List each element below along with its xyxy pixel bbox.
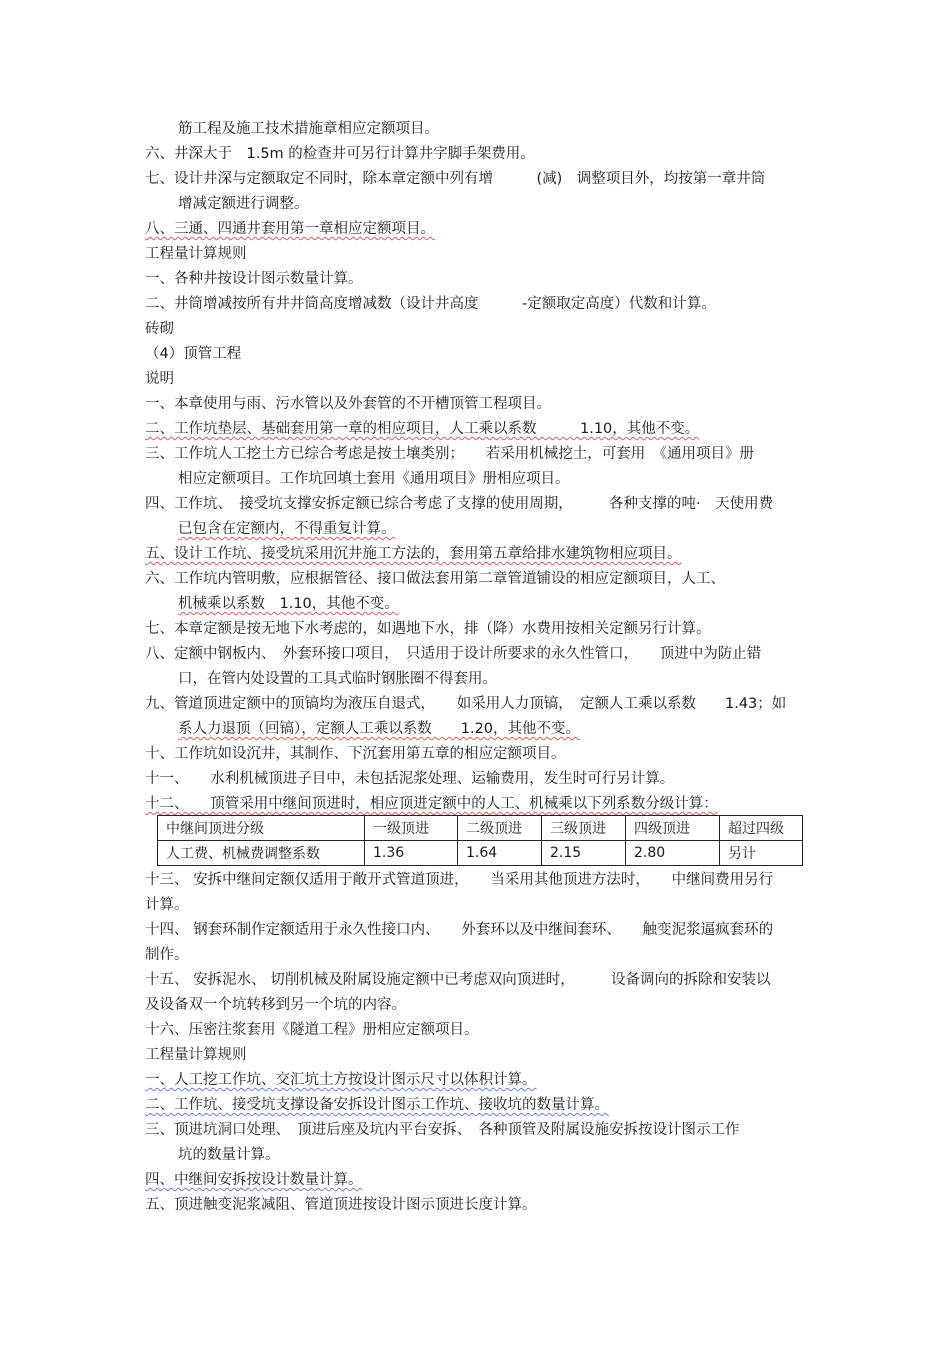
text-line: 相应定额项目。工作坑回填土套用《通用项目》册相应项目。 <box>178 471 570 487</box>
text-line: 七、设计井深与定额取定不同时，除本章定额中列有增 (减) 调整项目外，均按第一章井筒 <box>145 171 766 187</box>
table-cell: 1.36 <box>365 841 458 866</box>
table-header-cell: 中继间顶进分级 <box>158 816 365 841</box>
table-cell: 2.15 <box>542 841 626 866</box>
text-line: 四、中继间安拆按设计数量计算。 <box>145 1172 363 1188</box>
text-line: 口，在管内处设置的工具式临时钢胀圈不得套用。 <box>178 671 497 687</box>
table-cell: 人工费、机械费调整系数 <box>158 841 365 866</box>
text-line: 二、工作坑、接受坑支撑设备安拆设计图示工作坑、接收坑的数量计算。 <box>145 1097 609 1113</box>
text-line: 机械乘以系数 1.10，其他不变。 <box>178 596 399 612</box>
text-line: 及设备双一个坑转移到另一个坑的内容。 <box>145 997 406 1013</box>
text-line: 五、顶进触变泥浆减阻、管道顶进按设计图示顶进长度计算。 <box>145 1197 537 1213</box>
text-line: 四、工作坑、 接受坑支撑安拆定额已综合考虑了支撑的使用周期， 各种支撑的吨· 天使用费 <box>145 496 774 512</box>
table-header-cell: 超过四级 <box>720 816 803 841</box>
section-heading: 说明 <box>145 371 174 387</box>
table-cell: 2.80 <box>626 841 720 866</box>
table-row <box>158 841 803 866</box>
text-line: 坑的数量计算。 <box>178 1147 280 1163</box>
text-line: 八、三通、四通井套用第一章相应定额项目。 <box>145 221 435 237</box>
table-header-cell: 四级顶进 <box>626 816 720 841</box>
relay-grade-table <box>157 815 803 866</box>
text-line: 十二、 顶管采用中继间顶进时，相应顶进定额中的人工、机械乘以下列系数分级计算： <box>145 796 718 812</box>
text-line: 六、井深大于 1.5m 的检查井可另行计算井字脚手架费用。 <box>145 146 535 162</box>
text-line: 十一、 水利机械顶进子目中，未包括泥浆处理、运输费用，发生时可行另计算。 <box>145 771 675 787</box>
text-line: 系人力退顶（回镐），定额人工乘以系数 1.20，其他不变。 <box>178 721 581 737</box>
text-line: 三、工作坑人工挖土方已综合考虑是按土壤类别； 若采用机械挖土，可套用 《通用项目》册 <box>145 446 754 462</box>
section-heading: （4）顶管工程 <box>145 346 242 362</box>
table-header-cell: 三级顶进 <box>542 816 626 841</box>
text-line: 一、各种井按设计图示数量计算。 <box>145 271 363 287</box>
text-line: 十六、压密注浆套用《隧道工程》册相应定额项目。 <box>145 1022 479 1038</box>
text-line: 十、工作坑如设沉井，其制作、下沉套用第五章的相应定额项目。 <box>145 746 566 762</box>
text-line: 增减定额进行调整。 <box>178 196 309 212</box>
text-line: 已包含在定额内，不得重复计算。 <box>178 521 396 537</box>
text-line: 一、人工挖工作坑、交汇坑土方按设计图示尺寸以体积计算。 <box>145 1072 537 1088</box>
table-header-cell: 二级顶进 <box>458 816 542 841</box>
text-line: 制作。 <box>145 947 189 963</box>
text-line: 七、本章定额是按无地下水考虑的，如遇地下水，排（降）水费用按相关定额另行计算。 <box>145 621 711 637</box>
text-line: 九、管道顶进定额中的顶镐均为液压自退式， 如采用人力顶镐， 定额人工乘以系数 1.43；如 <box>145 696 787 712</box>
text-line: 二、工作坑垫层、基础套用第一章的相应项目，人工乘以系数 1.10，其他不变。 <box>145 421 700 437</box>
table-header-row <box>158 816 803 841</box>
text-line: 六、工作坑内管明敷，应根据管径、接口做法套用第二章管道铺设的相应定额项目，人工、 <box>145 571 725 587</box>
text-line: 十五、 安拆泥水、 切削机械及附属设施定额中已考虑双向顶进时， 设备调向的拆除和安装以 <box>145 972 771 988</box>
text-line: 一、本章使用与雨、污水管以及外套管的不开槽顶管工程项目。 <box>145 396 551 412</box>
text-line: 二、井筒增减按所有井井筒高度增减数（设计井高度 -定额取定高度）代数和计算。 <box>145 296 716 312</box>
table-header-cell: 一级顶进 <box>365 816 458 841</box>
section-heading: 工程量计算规则 <box>145 1047 247 1063</box>
section-heading: 工程量计算规则 <box>145 246 247 262</box>
text-line: 十四、 钢套环制作定额适用于永久性接口内、 外套环以及中继间套环、 触变泥浆逼疯套环的 <box>145 922 774 938</box>
text-line: 十三、 安拆中继间定额仅适用于敞开式管道顶进， 当采用其他顶进方法时， 中继间费用另行 <box>145 872 774 888</box>
text-line: 砖砌 <box>145 321 174 337</box>
text-line: 筋工程及施工技术措施章相应定额项目。 <box>178 121 439 137</box>
text-line: 五、设计工作坑、接受坑采用沉井施工方法的，套用第五章给排水建筑物相应项目。 <box>145 546 682 562</box>
text-line: 计算。 <box>145 897 189 913</box>
table-cell: 另计 <box>720 841 803 866</box>
text-line: 八、定额中钢板内、 外套环接口项目， 只适用于设计所要求的永久性管口， 顶进中为防止错 <box>145 646 762 662</box>
text-line: 三、顶进坑洞口处理、 顶进后座及坑内平台安拆、 各种顶管及附属设施安拆按设计图示工作 <box>145 1122 740 1138</box>
table-cell: 1.64 <box>458 841 542 866</box>
